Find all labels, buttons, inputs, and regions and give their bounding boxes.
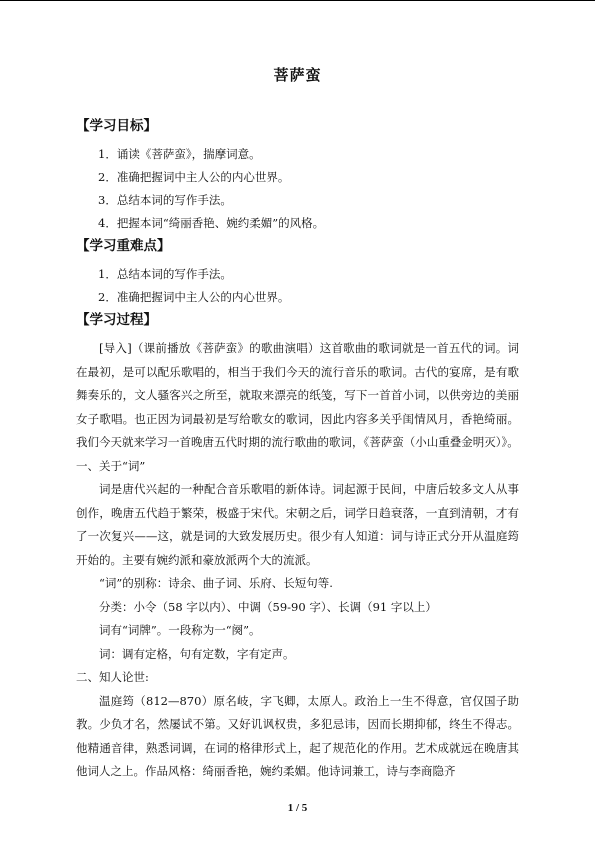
goal-item: 3．总结本词的写作手法。 xyxy=(98,193,232,207)
top-rule xyxy=(0,0,595,1)
part1-heading: 一、关于“词” xyxy=(76,458,146,473)
page-title: 菩萨蛮 xyxy=(273,66,322,84)
part1-alias: “词”的别称：诗余、曲子词、乐府、长短句等. xyxy=(99,576,333,590)
process-heading: 【学习过程】 xyxy=(76,312,157,328)
goals-list xyxy=(76,143,519,235)
part1-rule: 词：调有定格，句有定数，字有定声。 xyxy=(99,646,295,661)
keypoints-list xyxy=(76,263,519,309)
goal-item: 2．准确把握词中主人公的内心世界。 xyxy=(98,170,290,184)
keypoint-item: 1．总结本词的写作手法。 xyxy=(98,267,232,281)
part2-heading: 二、知人论世: xyxy=(76,670,149,684)
keypoints-heading: 【学习重难点】 xyxy=(76,238,171,254)
page-number: 1 / 5 xyxy=(287,802,308,814)
goal-item: 1．诵读《菩萨蛮》，揣摩词意。 xyxy=(98,147,261,161)
part1-paragraph: 词是唐代兴起的一种配合音乐歌唱的新体诗。词起源于民间，中唐后较多文人从事创作，晚唐五代趋于繁荣，极盛于宋代。宋朝之后，词学日趋衰落，一直到清朝，才有了一次复兴——这，就是词的大致发展历史。很少有人知道：词与诗正式分开从温庭筠开始的。主要有婉约派和豪放派两个大的流派。 xyxy=(76,482,519,567)
part1-tune: 词有“词牌”。一段称为一“阕”。 xyxy=(99,623,261,637)
intro-paragraph: [导入]（课前播放《菩萨蛮》的歌曲演唱）这首歌曲的歌词就是一首五代的词。词在最初，是可以配乐歌唱的，相当于我们今天的流行音乐的歌词。古代的宴席，是有歌舞奏乐的，文人骚客兴之所至，就取来漂亮的纸笺，写下一首首小词，以供旁边的美丽女子歌唱。也正因为词最初是写给歌女的歌词，因此内容多关乎闺情风月，香艳绮丽。我们今天就来学习一首晚唐五代时期的流行歌曲的歌词，《菩萨蛮（小山重叠金明灭）》。 xyxy=(76,341,519,449)
goal-item: 4．把握本词“绮丽香艳、婉约柔媚”的风格。 xyxy=(98,216,325,230)
keypoint-item: 2．准确把握词中主人公的内心世界。 xyxy=(98,290,290,304)
part2-paragraph: 温庭筠（812—870）原名岐，字飞卿，太原人。政治上一生不得意，官仅国子助教。少负才名，然屡试不第。又好讥讽权贵，多犯忌讳，因而长期抑郁，终生不得志。他精通音律，熟悉词调，在词的格律形式上，起了规范化的作用。艺术成就远在晚唐其他词人之上。作品风格：绮丽香艳，婉约柔媚。他诗词兼工，诗与李商隐齐 xyxy=(76,693,519,778)
part1-types: 分类：小令（58 字以内）、中调（59-90 字）、长调（91 字以上） xyxy=(99,599,437,614)
document-body xyxy=(76,115,519,784)
goals-heading: 【学习目标】 xyxy=(76,118,157,134)
